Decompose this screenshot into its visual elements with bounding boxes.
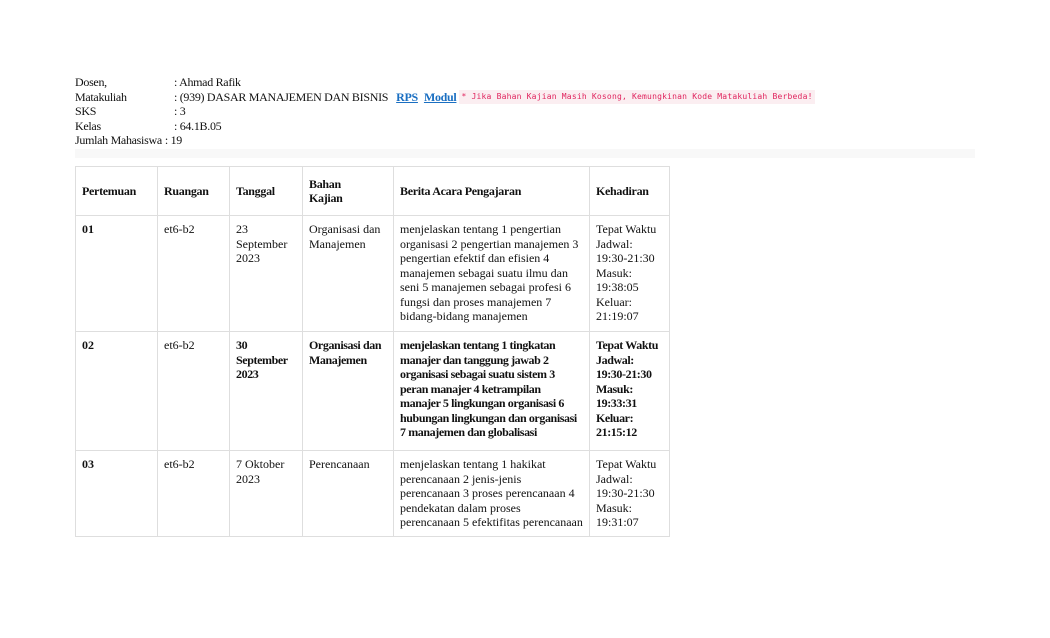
- header-tanggal: Tanggal: [230, 167, 303, 216]
- cell-ruangan: et6-b2: [158, 332, 230, 451]
- header-bahan-line2: Kajian: [309, 191, 343, 205]
- masuk-label: Masuk:: [596, 381, 633, 396]
- info-row-jumlah: [75, 133, 815, 148]
- jadwal-label: Jadwal:: [596, 352, 634, 367]
- cell-berita: menjelaskan tentang 1 hakikat perencanaan 2 jenis-jenis perencanaan 3 proses perencanaan 4 pendekatan dalam proses perencanaan 5 efektifitas perencanaan: [394, 451, 590, 537]
- status: Tepat Waktu: [596, 338, 658, 352]
- cell-tanggal: 7 Oktober 2023: [230, 451, 303, 537]
- table-row: [76, 216, 670, 332]
- cell-bahan: Organisasi dan Manajemen: [303, 216, 394, 332]
- keluar-label: Keluar:: [596, 294, 632, 309]
- dosen-value: : Ahmad Rafik: [174, 75, 241, 89]
- cell-ruangan: et6-b2: [158, 216, 230, 332]
- jadwal-value: 19:30-21:30: [596, 486, 655, 500]
- cell-ruangan: et6-b2: [158, 451, 230, 537]
- header-bahan-kajian: [303, 167, 394, 216]
- keluar-label: Keluar:: [596, 410, 634, 425]
- table-header-row: [76, 167, 670, 216]
- cell-pertemuan: 02: [76, 332, 158, 451]
- header-kehadiran: Kehadiran: [590, 167, 670, 216]
- masuk-value: 19:31:07: [596, 515, 639, 529]
- masuk-value: 19:33:31: [596, 396, 637, 410]
- jadwal-value: 19:30-21:30: [596, 251, 655, 265]
- jadwal-value: 19:30-21:30: [596, 367, 652, 381]
- course-info: [75, 75, 815, 148]
- header-berita-acara: Berita Acara Pengajaran: [394, 167, 590, 216]
- status: Tepat Waktu: [596, 457, 657, 471]
- cell-pertemuan: 01: [76, 216, 158, 332]
- cell-kehadiran: [590, 216, 670, 332]
- cell-berita: menjelaskan tentang 1 tingkatan manajer dan tanggung jawab 2 organisasi sebagai suatu sistem 3 peran manajer 4 ketrampilan manajer 5 lingkungan organisasi 6 hubungan lingkungan dan organisasi 7 manajemen dan globalisasi: [394, 332, 590, 451]
- status: Tepat Waktu: [596, 222, 657, 236]
- attendance-table: [75, 166, 670, 537]
- info-row-matakuliah: [75, 90, 815, 105]
- sks-value: : 3: [174, 104, 186, 118]
- info-row-sks: [75, 104, 815, 119]
- separator-band: [75, 149, 975, 158]
- matakuliah-label: Matakuliah: [75, 89, 127, 104]
- header-pertemuan: Pertemuan: [76, 167, 158, 216]
- info-row-dosen: [75, 75, 815, 90]
- table-row: [76, 451, 670, 537]
- header-bahan-line1: Bahan: [309, 177, 341, 191]
- jadwal-label: Jadwal:: [596, 236, 633, 251]
- info-row-kelas: [75, 119, 815, 134]
- matakuliah-value: : (939) DASAR MANAJEMEN DAN BISNIS: [174, 89, 389, 104]
- tanggal-value: 30 September 2023: [236, 338, 288, 381]
- jumlah-label: Jumlah Mahasiswa: [75, 133, 162, 147]
- keluar-value: 21:19:07: [596, 309, 639, 323]
- header-ruangan: Ruangan: [158, 167, 230, 216]
- warning-note: * Jika Bahan Kajian Masih Kosong, Kemungkinan Kode Matakuliah Berbeda!: [459, 90, 814, 105]
- cell-tanggal: [230, 332, 303, 451]
- cell-pertemuan: 03: [76, 451, 158, 537]
- masuk-value: 19:38:05: [596, 280, 639, 294]
- masuk-label: Masuk:: [596, 500, 632, 515]
- sks-label: SKS: [75, 104, 97, 118]
- keluar-value: 21:15:12: [596, 425, 637, 439]
- jadwal-label: Jadwal:: [596, 471, 633, 486]
- cell-tanggal: 23 September 2023: [230, 216, 303, 332]
- table-row: [76, 332, 670, 451]
- dosen-label: Dosen,: [75, 75, 107, 89]
- cell-bahan: Organisasi dan Manajemen: [303, 332, 394, 451]
- cell-kehadiran: [590, 451, 670, 537]
- jumlah-value: : 19: [164, 133, 182, 147]
- rps-link[interactable]: RPS: [396, 89, 418, 104]
- cell-kehadiran: [590, 332, 670, 451]
- kelas-label: Kelas: [75, 118, 101, 133]
- modul-link[interactable]: Modul: [423, 89, 457, 104]
- kelas-value: : 64.1B.05: [174, 118, 222, 133]
- cell-bahan: Perencanaan: [303, 451, 394, 537]
- cell-berita: menjelaskan tentang 1 pengertian organisasi 2 pengertian manajemen 3 pengertian efektif dan efisien 4 manajemen sebagai suatu ilmu dan seni 5 manajemen sebagai profesi 6 fungsi dan proses manajemen 7 bidang-bidang manajemen: [394, 216, 590, 332]
- masuk-label: Masuk:: [596, 265, 632, 280]
